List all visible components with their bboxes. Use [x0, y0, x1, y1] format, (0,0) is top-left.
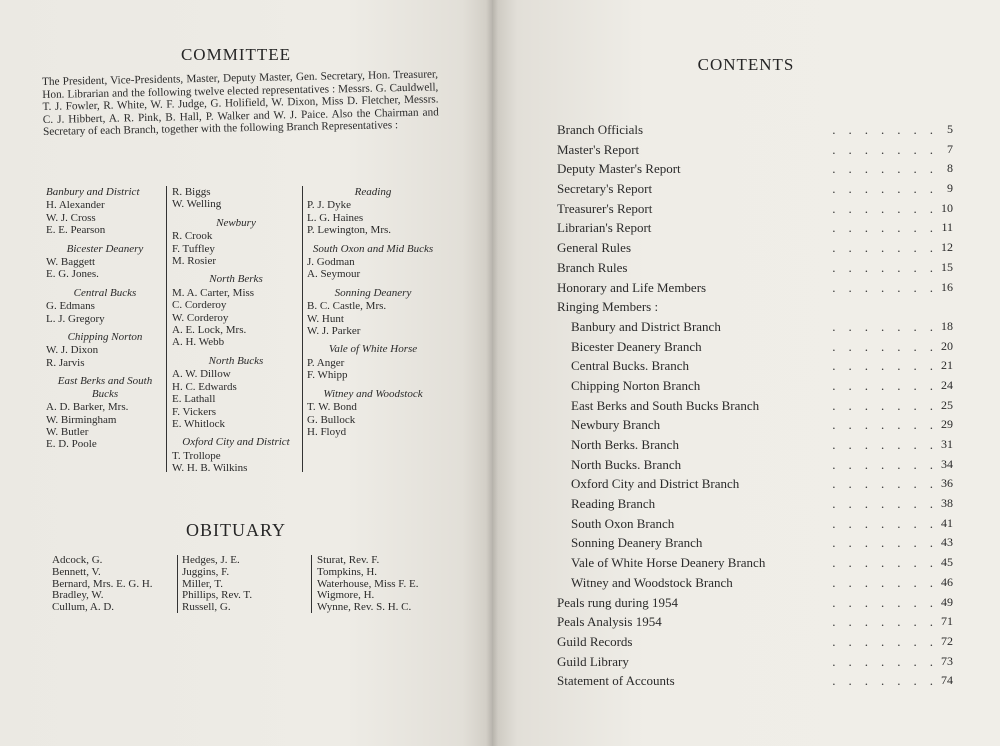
obituary-name: Russell, G.	[182, 601, 231, 614]
contents-entry	[557, 632, 953, 652]
contents-entry	[557, 494, 953, 514]
branch-heading: Reading	[354, 186, 392, 198]
representative-name: E. D. Poole	[46, 438, 97, 451]
leader-dots: . . . . . . .	[832, 181, 933, 197]
book-gutter	[486, 0, 498, 746]
contents-entry-page: 46	[941, 574, 953, 589]
branch-heading: Sonning Deanery	[334, 286, 412, 299]
branch-heading: Vale of White Horse	[328, 343, 418, 356]
leader-dots: . . . . . . .	[832, 614, 933, 630]
branch-heading: Bicester Deanery	[66, 242, 144, 255]
contents-entry	[557, 671, 953, 691]
contents-entry	[557, 612, 953, 632]
obituary-name: Bradley, W.	[52, 589, 104, 602]
contents-entry-title: Reading Branch	[571, 496, 656, 512]
contents-entry-title: Branch Officials	[557, 122, 644, 137]
leader-dots: . . . . . . .	[832, 496, 933, 512]
contents-list	[557, 120, 953, 691]
representative-name: A. Seymour	[307, 268, 361, 281]
contents-entry	[557, 533, 953, 553]
contents-entry-title: Chipping Norton Branch	[571, 377, 701, 393]
obituary-name: Hedges, J. E.	[182, 554, 240, 566]
contents-entry	[557, 337, 953, 357]
contents-entry-title: Sonning Deanery Branch	[571, 535, 703, 551]
contents-entry	[557, 514, 953, 534]
representative-name: A. D. Barker, Mrs.	[46, 401, 129, 414]
leader-dots: . . . . . . .	[832, 535, 933, 551]
leader-dots: . . . . . . .	[832, 437, 933, 452]
contents-entry-page: 5	[947, 122, 953, 136]
representative-name: J. Godman	[307, 256, 355, 269]
contents-entry	[557, 297, 953, 317]
contents-entry	[557, 435, 953, 455]
contents-entry	[557, 120, 953, 140]
contents-entry	[557, 553, 953, 573]
obituary-name: Bennett, V.	[52, 565, 101, 578]
representative-name: F. Vickers	[172, 405, 217, 418]
branch-heading: North Berks	[209, 273, 263, 286]
contents-entry-title: Guild Records	[557, 633, 633, 649]
contents-entry	[557, 218, 953, 238]
contents-entry-title: Vale of White Horse Deanery Branch	[571, 555, 766, 571]
leader-dots: . . . . . . .	[832, 594, 933, 610]
leader-dots: . . . . . . .	[832, 456, 933, 472]
left-page	[0, 0, 492, 746]
leader-dots: . . . . . . .	[832, 161, 933, 177]
contents-entry	[557, 415, 953, 435]
branch-heading: North Bucks	[208, 354, 264, 367]
leader-dots: . . . . . . .	[832, 515, 933, 531]
leader-dots: . . . . . . .	[832, 653, 933, 669]
representative-name: E. Whitlock	[172, 417, 225, 430]
obituary-name: Cullum, A. D.	[52, 601, 115, 614]
contents-entry-title: Master's Report	[557, 141, 640, 157]
contents-entry-page: 74	[941, 673, 953, 688]
column-rule	[177, 555, 178, 613]
contents-entry	[557, 278, 953, 298]
contents-entry	[557, 140, 953, 160]
contents-entry-title: Central Bucks. Branch	[571, 358, 690, 374]
contents-entry-title: Banbury and District Branch	[571, 318, 721, 334]
obituary-name: Waterhouse, Miss F. E.	[317, 577, 419, 590]
representative-name: T. W. Bond	[307, 401, 357, 414]
contents-entry-title: Peals Analysis 1954	[557, 614, 662, 630]
contents-entry-title: North Bucks. Branch	[571, 456, 682, 472]
contents-entry-page: 71	[941, 614, 953, 629]
contents-entry	[557, 199, 953, 219]
leader-dots: . . . . . . .	[832, 358, 933, 374]
leader-dots: . . . . . . .	[832, 555, 933, 571]
obituary-column-2	[182, 555, 310, 614]
representative-name: W. Hunt	[307, 312, 344, 325]
column-rule	[311, 555, 312, 613]
contents-entry-title: Statement of Accounts	[557, 673, 675, 689]
representative-name: H. Alexander	[46, 199, 105, 212]
contents-entry-title: General Rules	[557, 240, 632, 256]
branch-heading: Central Bucks	[73, 286, 137, 299]
representative-name: E. E. Pearson	[46, 224, 106, 237]
contents-entry-title: South Oxon Branch	[571, 515, 675, 531]
representative-name: W. Birmingham	[46, 413, 117, 426]
contents-entry-page: 21	[941, 358, 953, 373]
leader-dots: . . . . . . .	[832, 279, 933, 295]
leader-dots: . . . . . . .	[832, 220, 933, 236]
representative-name: E. Lathall	[172, 393, 216, 406]
representative-name: P. Anger	[307, 356, 345, 369]
contents-entry	[557, 179, 953, 199]
representative-name: G. Bullock	[307, 413, 356, 426]
contents-entry	[557, 159, 953, 179]
contents-entry	[557, 356, 953, 376]
contents-entry-title: North Berks. Branch	[571, 437, 679, 452]
obituary-name: Adcock, G.	[52, 554, 103, 566]
representative-name: W. Butler	[46, 425, 89, 438]
obituary-name: Miller, T.	[182, 577, 224, 590]
contents-entry-page: 9	[947, 181, 953, 196]
committee-column-3	[307, 186, 439, 438]
leader-dots: . . . . . . .	[832, 633, 933, 649]
contents-entry-title: Peals rung during 1954	[557, 594, 678, 610]
contents-entry-page: 31	[941, 437, 953, 451]
contents-entry-title: Witney and Woodstock Branch	[571, 574, 733, 590]
contents-entry-page: 24	[941, 377, 953, 392]
right-page	[492, 0, 1000, 746]
leader-dots: . . . . . . .	[832, 397, 933, 413]
contents-entry-page: 41	[941, 515, 953, 530]
contents-entry-page: 12	[941, 240, 953, 255]
contents-entry	[557, 652, 953, 672]
representative-name: A. W. Dillow	[172, 368, 231, 381]
obituary-name: Juggins, F.	[182, 565, 230, 578]
contents-entry-page: 8	[947, 161, 953, 176]
contents-entry	[557, 376, 953, 396]
branch-heading: Oxford City and District	[182, 436, 290, 449]
column-rule	[166, 186, 167, 472]
obituary-column-1	[52, 555, 176, 614]
committee-column-1	[46, 186, 164, 451]
contents-entry	[557, 396, 953, 416]
contents-entry	[557, 474, 953, 494]
contents-entry-title: Secretary's Report	[557, 181, 653, 197]
representative-name: W. J. Cross	[46, 211, 96, 224]
leader-dots: . . . . . . .	[832, 318, 933, 334]
obituary-name: Wynne, Rev. S. H. C.	[317, 601, 412, 614]
contents-entry	[557, 238, 953, 258]
leader-dots: . . . . . . .	[832, 200, 933, 216]
leader-dots: . . . . . . .	[832, 574, 933, 590]
representative-name: W. Corderoy	[172, 311, 229, 324]
contents-entry-title: Honorary and Life Members	[557, 279, 707, 295]
representative-name: L. J. Gregory	[46, 312, 105, 325]
leader-dots: . . . . . . .	[832, 141, 933, 157]
representative-name: M. Rosier	[172, 255, 216, 268]
branch-heading: South Oxon and Mid Bucks	[312, 242, 434, 255]
representative-name: W. J. Parker	[307, 325, 361, 338]
representative-name: R. Jarvis	[46, 356, 85, 369]
leader-dots: . . . . . . .	[832, 240, 933, 256]
obituary-name: Wigmore, H.	[317, 589, 375, 602]
contents-entry-title: Deputy Master's Report	[557, 161, 681, 177]
contents-entry-title: Bicester Deanery Branch	[571, 338, 702, 354]
leader-dots: . . . . . . .	[832, 417, 933, 433]
branch-heading: Newbury	[216, 216, 256, 229]
contents-entry-title: Treasurer's Report	[557, 200, 653, 216]
representative-name: H. C. Edwards	[172, 380, 237, 393]
branch-heading: East Berks and South Bucks	[57, 375, 153, 400]
representative-name: T. Trollope	[172, 449, 221, 462]
leader-dots: . . . . . . .	[832, 476, 933, 492]
representative-name: M. A. Carter, Miss	[172, 286, 255, 299]
representative-name: F. Tuffley	[172, 242, 215, 255]
contents-entry-title: Branch Rules	[557, 259, 628, 275]
contents-entry-title: Oxford City and District Branch	[571, 476, 740, 492]
obituary-name: Tompkins, H.	[317, 565, 378, 578]
branch-heading: Chipping Norton	[67, 331, 143, 344]
contents-entry-page: 20	[941, 338, 953, 353]
obituary-name: Sturat, Rev. F.	[317, 554, 380, 566]
committee-heading: COMMITTEE	[180, 45, 292, 64]
contents-entry	[557, 455, 953, 475]
leader-dots: . . . . . . .	[832, 377, 933, 393]
representative-name: W. J. Dixon	[46, 344, 99, 357]
contents-entry-page: 38	[941, 496, 953, 511]
representative-name: A. E. Lock, Mrs.	[172, 324, 247, 337]
committee-intro: The President, Vice-Presidents, Master, Deputy Master, Gen. Secretary, Hon. Treasurer, Hon. Librarian and the following twelve elected representatives : Messrs. G. Cauldwell, T. J. Fowler, R. White, W. F. Judge, G. Holifield, W. Dixon, Miss D. Fletcher, Messrs. C. J. Hibbert, A. R. Pink, B. Hall, P. Walker and W. J. Paice. Also the Chairman and Secretary of each Branch, together with the following Branch Representatives :	[42, 68, 439, 139]
representative-name: C. Corderoy	[172, 299, 227, 312]
representative-name: E. G. Jones.	[46, 268, 99, 281]
obituary-column-3	[317, 555, 457, 614]
contents-entry	[557, 317, 953, 337]
contents-entry	[557, 573, 953, 593]
contents-entry-page: 15	[941, 259, 953, 274]
contents-entry-page: 49	[941, 594, 953, 609]
representative-name: L. G. Haines	[307, 211, 364, 224]
contents-entry-page: 34	[941, 456, 953, 471]
committee-column-2	[172, 186, 300, 475]
branch-heading: Witney and Woodstock	[323, 387, 423, 400]
representative-name: W. H. B. Wilkins	[172, 462, 248, 475]
column-rule	[302, 186, 303, 472]
obituary-name: Bernard, Mrs. E. G. H.	[52, 577, 153, 590]
representative-name: H. Floyd	[307, 425, 347, 438]
representative-name: F. Whipp	[307, 369, 348, 382]
contents-entry-page: 7	[947, 141, 953, 156]
branch-heading: Banbury and District	[46, 186, 140, 198]
contents-entry-page: 29	[941, 417, 953, 432]
contents-entry-page: 10	[941, 200, 953, 215]
contents-entry-page: 45	[941, 555, 953, 570]
contents-entry-page: 25	[941, 397, 953, 412]
contents-entry-title: Guild Library	[557, 653, 629, 669]
contents-entry-title: East Berks and South Bucks Branch	[571, 397, 760, 413]
contents-entry-page: 43	[941, 535, 953, 550]
contents-entry-page: 16	[941, 279, 953, 294]
contents-entry-page: 11	[941, 220, 953, 235]
contents-entry-title: Librarian's Report	[557, 220, 652, 236]
representative-name: W. Welling	[172, 198, 222, 211]
representative-name: W. Baggett	[46, 256, 96, 269]
obituary-heading: OBITUARY	[185, 520, 286, 540]
representative-name: B. C. Castle, Mrs.	[307, 300, 387, 313]
contents-heading: CONTENTS	[697, 55, 795, 74]
contents-entry-page: 18	[941, 318, 953, 333]
representative-name: P. Lewington, Mrs.	[307, 224, 392, 237]
representative-name: R. Crook	[172, 230, 213, 243]
obituary-name: Phillips, Rev. T.	[182, 589, 253, 602]
representative-name: A. H. Webb	[172, 336, 225, 349]
representative-name: P. J. Dyke	[307, 199, 352, 212]
representative-name: G. Edmans	[46, 300, 95, 313]
representative-name: R. Biggs	[172, 186, 211, 198]
contents-entry-page: 36	[941, 476, 953, 491]
leader-dots: . . . . . . .	[832, 338, 933, 354]
contents-entry	[557, 258, 953, 278]
leader-dots: . . . . . . .	[832, 259, 933, 275]
contents-entry-page: 73	[941, 653, 953, 668]
contents-entry	[557, 593, 953, 613]
contents-entry-title: Newbury Branch	[571, 417, 661, 433]
contents-entry-page: 72	[941, 633, 953, 648]
contents-entry-title: Ringing Members :	[557, 299, 659, 315]
leader-dots: . . . . . . .	[832, 122, 933, 137]
leader-dots: . . . . . . .	[832, 673, 933, 689]
